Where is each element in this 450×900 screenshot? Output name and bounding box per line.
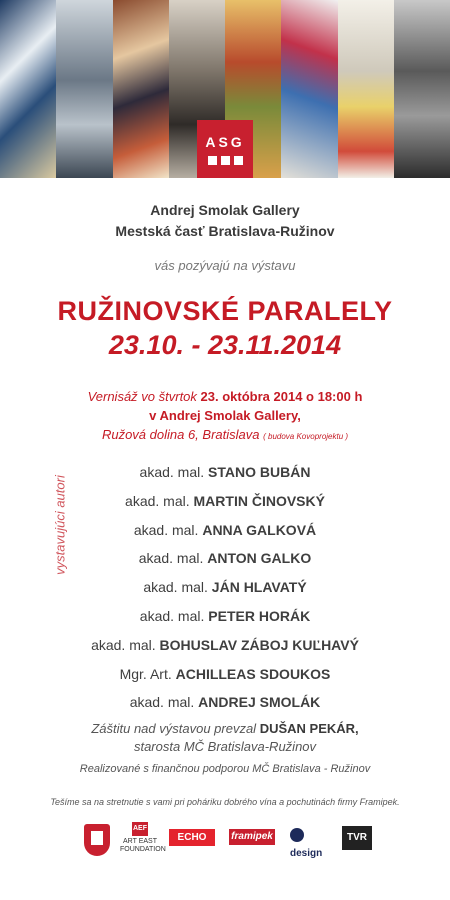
aef-logo: AEF ART EAST FOUNDATION [120,822,160,854]
author-row: Mgr. Art. ACHILLEAS SDOUKOS [119,665,331,682]
author-row: akad. mal. MARTIN ČINOVSKÝ [125,492,325,509]
asg-logo-squares [197,156,253,165]
asg-logo [197,120,253,178]
side-label: vystavujúci autori [52,475,68,575]
vernissage-address: Ružová dolina 6, Bratislava [101,427,260,442]
artwork-panel [113,0,169,178]
support-line: Realizované s finančnou podporou MČ Bratislava - Ružinov [79,763,371,775]
vernissage-datetime: 23. októbra 2014 o 18:00 h [200,389,363,404]
author-row: akad. mal. ANTON GALKO [138,550,312,567]
design-logo: design [290,827,332,845]
exhibition-dates: 23.10. - 23.11.2014 [108,330,342,360]
patronage-prefix: Záštitu nad výstavou prevzal [91,721,257,736]
artwork-panel [338,0,394,178]
vernissage-building: ( budova Kovoprojektu ) [263,432,349,441]
vernissage-info [0,387,450,446]
thanks-line: Tešíme sa na stretnutie s vami pri poháriku dobrého vína a pochutinách firmy Framipek. [50,797,400,807]
author-row: akad. mal. JÁN HLAVATÝ [143,579,307,596]
vernissage-venue: v Andrej Smolak Gallery, [149,408,301,423]
author-row: akad. mal. STANO BUBÁN [139,464,311,480]
vernissage-prefix: Vernisáž vo štvrtok [87,389,197,404]
invite-line: vás pozývajú na výstavu [154,258,296,273]
district-name: Mestská časť Bratislava-Ružinov [115,223,335,239]
organizers [0,200,450,242]
artwork-panel [394,0,450,178]
ruzinov-crest-icon [84,824,110,856]
artwork-panel [56,0,112,178]
sponsor-logos [0,822,450,862]
tvr-logo: TVR [342,826,372,850]
patronage-role: starosta MČ Bratislava-Ružinov [133,739,317,754]
echo-logo: ECHO [169,829,215,846]
author-row: akad. mal. ANDREJ SMOLÁK [129,694,321,711]
patronage-name: DUŠAN PEKÁR, [259,721,359,736]
asg-logo-text: ASG [205,134,245,150]
author-row: akad. mal. BOHUSLAV ZÁBOJ KUĽHAVÝ [91,636,359,653]
author-row: akad. mal. ANNA GALKOVÁ [133,521,317,538]
artwork-panel [0,0,56,178]
framipek-logo: framipek [229,829,275,845]
exhibition-title: RUŽINOVSKÉ PARALELY [57,296,393,326]
patronage [0,720,450,756]
authors-list [0,458,450,717]
gallery-name: Andrej Smolak Gallery [150,202,300,218]
author-row: akad. mal. PETER HORÁK [139,607,311,624]
artwork-panel [281,0,337,178]
